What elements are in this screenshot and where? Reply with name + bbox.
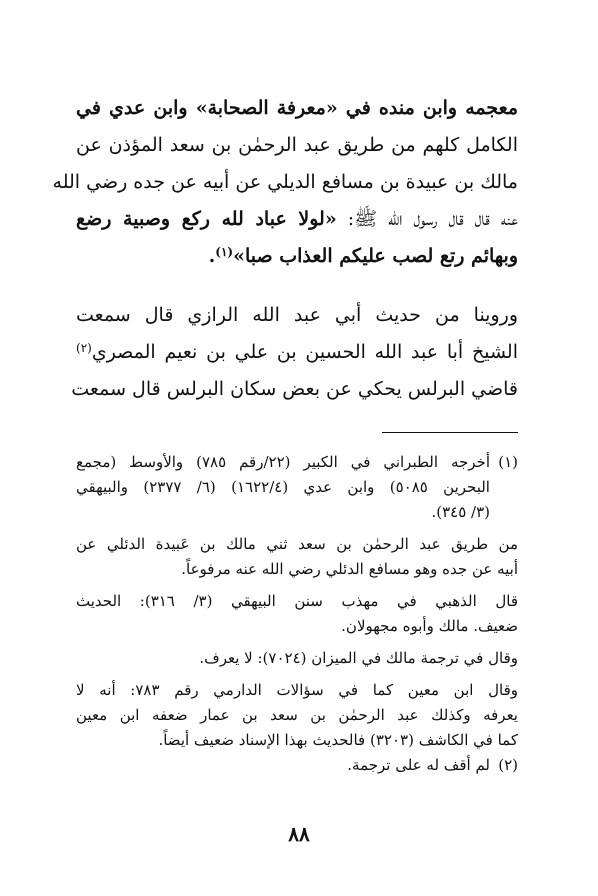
text-run: . xyxy=(208,245,216,267)
hadith-quote: وبهائم رتع لصب عليكم العذاب صبا» xyxy=(233,245,518,267)
text-line: مالك بن عبيدة بن مسافع الديلي عن أبيه عن جده رضي الله xyxy=(52,171,518,193)
text-line: الكامل كلهم من طريق عبد الرحمٰن بن سعد المؤذن عن xyxy=(76,134,518,156)
text-line xyxy=(76,334,518,371)
text-run: الشيخ أبا عبد الله الحسين بن علي بن نعيم المصري xyxy=(91,341,518,363)
footnote-line: ضعيف. مالك وأبوه مجهولان. xyxy=(341,617,518,635)
text-run: عنه قال قال رسول الله ﷺ: xyxy=(347,208,518,230)
footnote-line: من طريق عبد الرحمٰن بن سعد ثني مالك بن عَبيدة الدئلي عن xyxy=(76,535,518,553)
text-line xyxy=(76,201,518,238)
main-text xyxy=(52,90,518,408)
text-line xyxy=(76,238,518,275)
footnote-number: (١) xyxy=(498,453,518,471)
text-line: قاضي البرلس يحكي عن بعض سكان البرلس قال سمعت xyxy=(71,378,518,400)
footnote-line: وقال ابن معين كما في سؤالات الدارمي رقم ٧٨٣: أنه لا xyxy=(76,681,518,699)
footnote-divider xyxy=(382,432,518,433)
footnote-line: يعرفه وكذلك عبد الرحمٰن بن سعد بن عمار ضعفه ابن معين xyxy=(76,706,518,724)
footnote-body xyxy=(76,450,490,525)
footnote-2 xyxy=(76,753,518,778)
footnote-line: قال الذهبي في مهذب سنن البيهقي (٣/ ٣١٦): الحديث xyxy=(76,592,518,610)
footnote-line: وقال في ترجمة مالك في الميزان (٧٠٢٤): لا يعرف. xyxy=(199,649,518,667)
footnote-line: كما في الكاشف (٣٢٠٣) فالحديث بهذا الإسناد ضعيف أيضاً. xyxy=(158,731,518,749)
footnote-line: البحرين ٥٠٨٥) وابن عدي (١٦٢٢/٤) (٦/ ٢٣٧٧) والبيهقي xyxy=(76,478,490,496)
footnote-line: أبيه عن جده وهو مسافع الدئلي رضي الله عنه مرفوعاً. xyxy=(181,560,518,578)
footnote-line: لم أقف له على ترجمة. xyxy=(347,756,490,774)
text-line: وروينا من حديث أبي عبد الله الرازي قال سمعت xyxy=(76,304,518,326)
footnotes xyxy=(76,450,518,778)
footnote-line: (٣/ ٣٤٥). xyxy=(431,503,490,521)
footnote-ref: (١) xyxy=(215,245,234,259)
footnote-ref: (٢) xyxy=(76,341,92,355)
footnote-body xyxy=(76,753,490,778)
hadith-quote: «لولا عباد لله ركع وصبية رضع xyxy=(76,208,337,230)
footnote-line: أخرجه الطبراني في الكبير (٢٢/رقم ٧٨٥) والأوسط (مجمع xyxy=(76,453,490,471)
paragraph-gap xyxy=(76,275,518,297)
footnote-number: (٢) xyxy=(498,756,518,774)
text-line: معجمه وابن منده في «معرفة الصحابة» وابن عدي في xyxy=(76,97,518,119)
page-number: ٨٨ xyxy=(288,822,310,846)
footnote-1 xyxy=(76,450,518,525)
